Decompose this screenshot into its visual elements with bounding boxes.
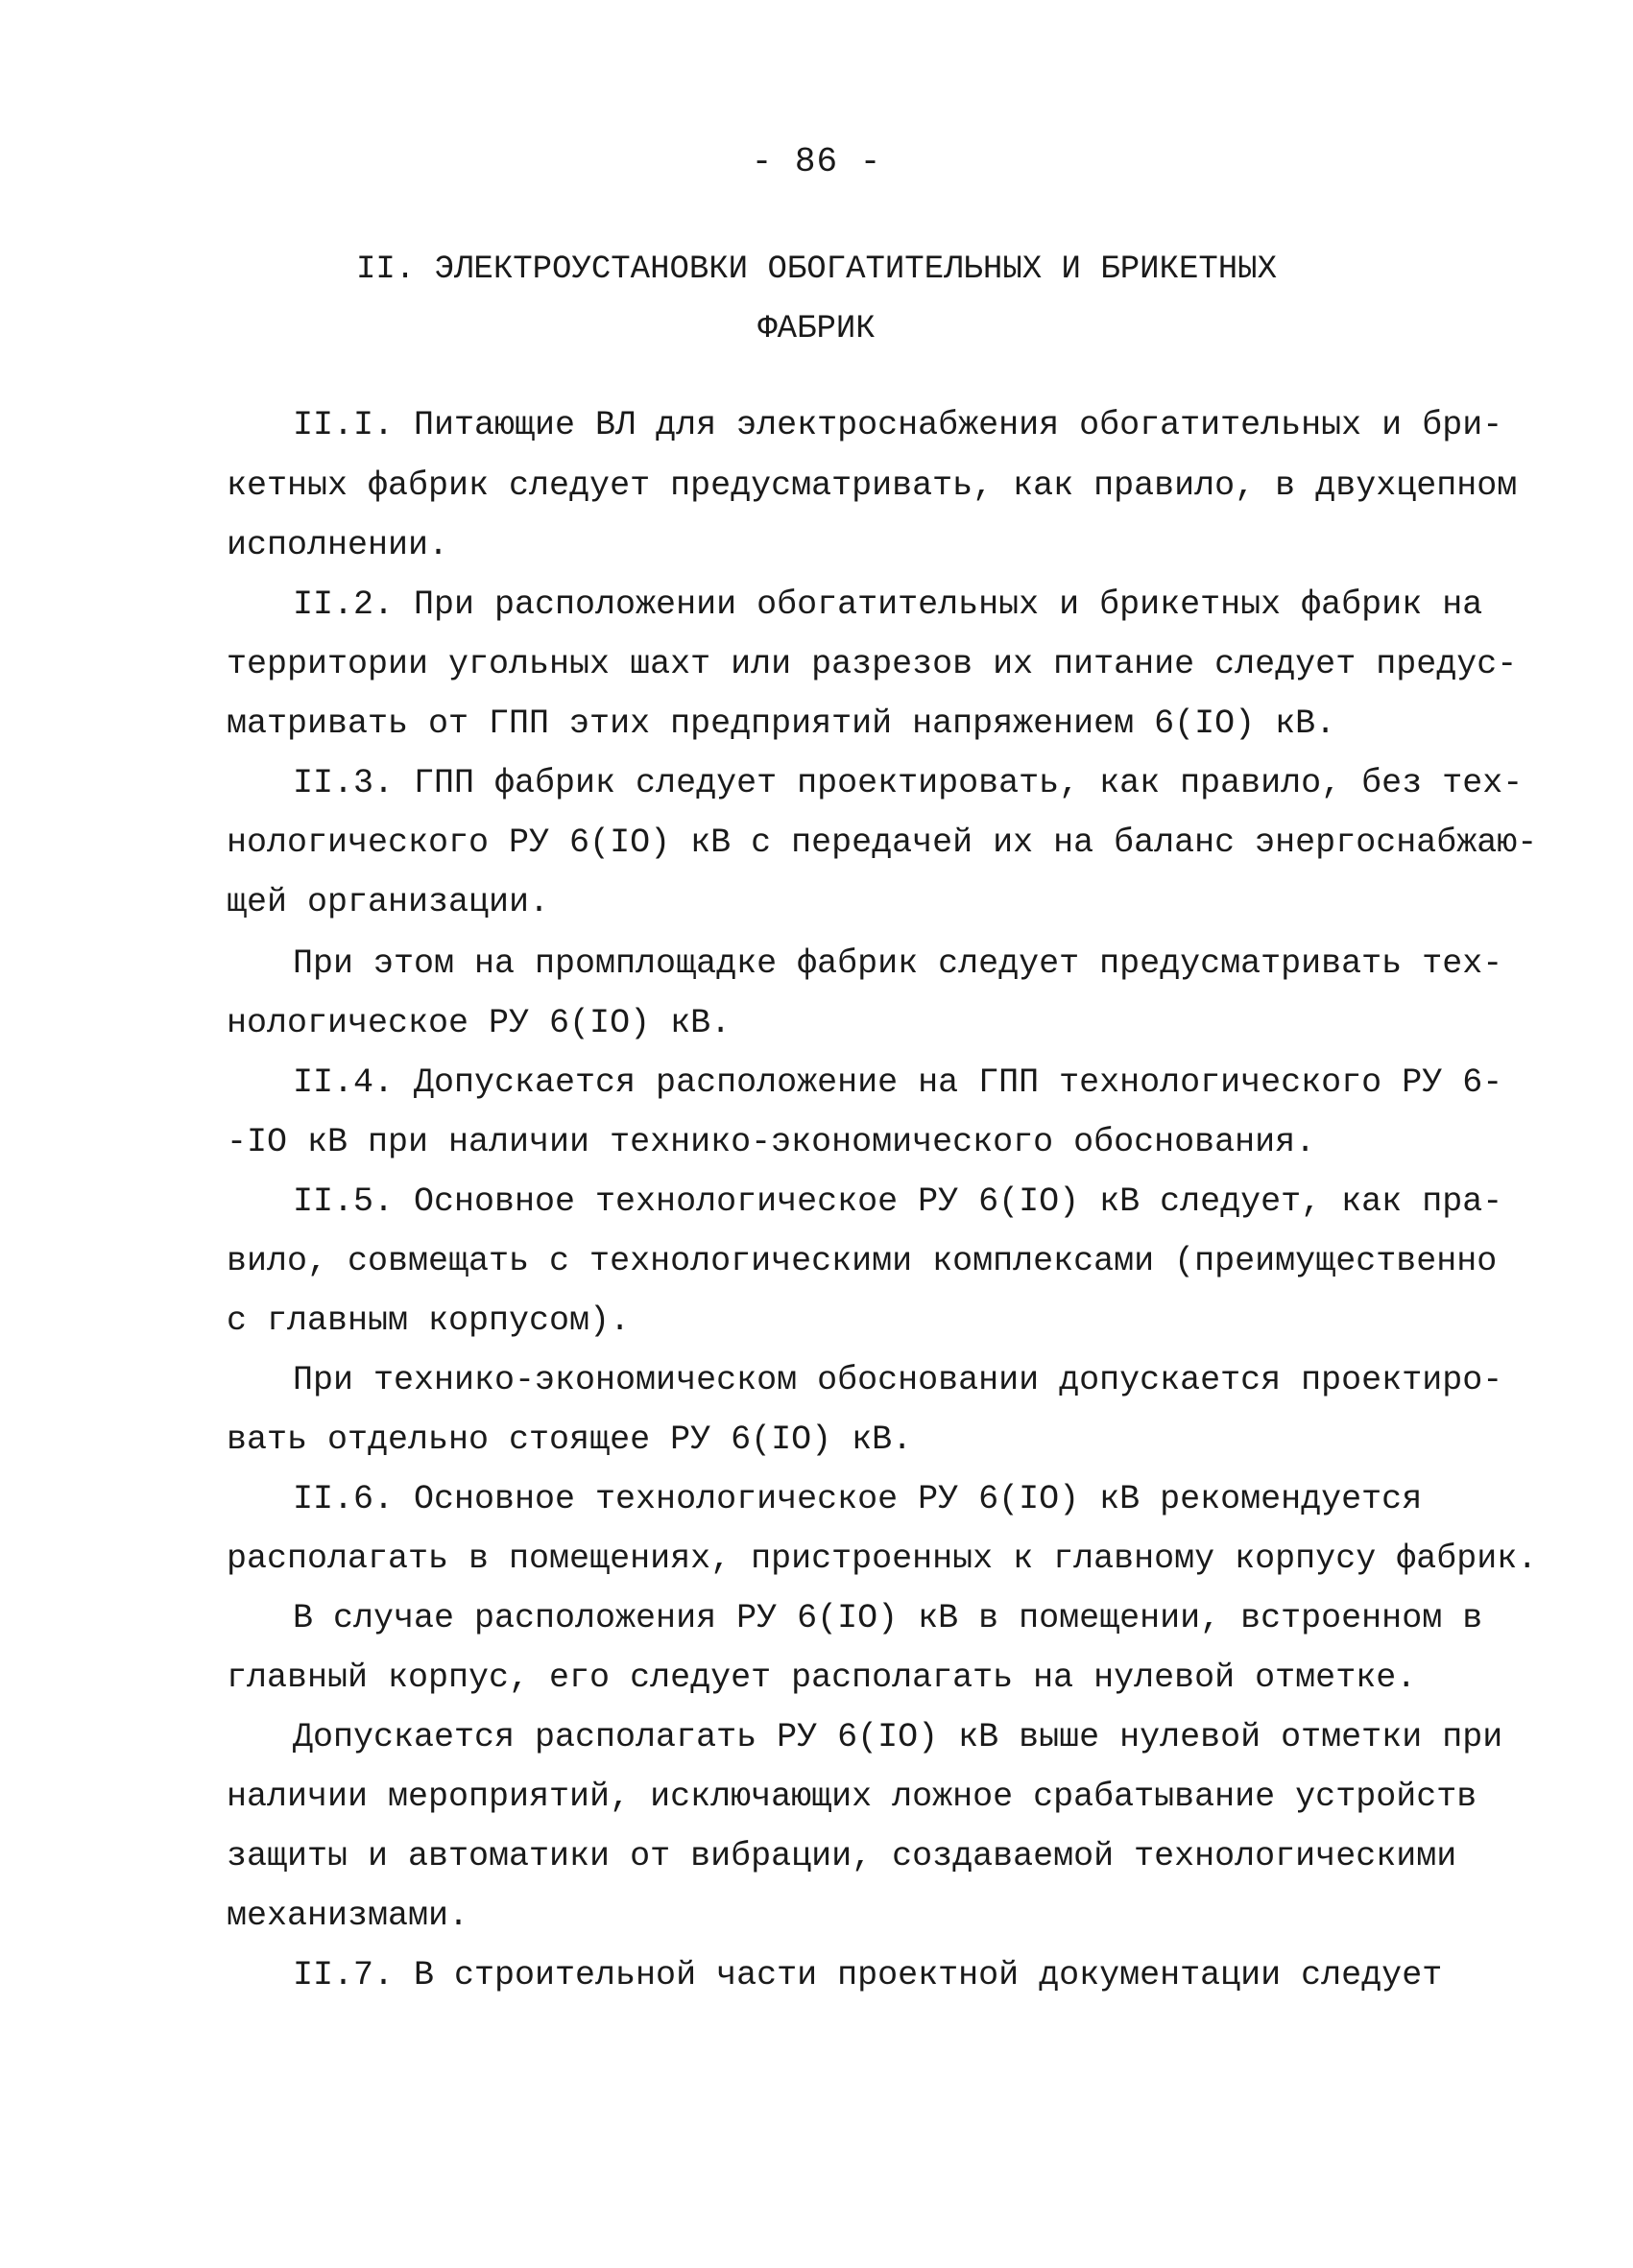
text-line: защиты и автоматики от вибрации, создаваемой технологическими: [227, 1837, 1457, 1875]
text-line: главный корпус, его следует располагать на нулевой отметке.: [227, 1659, 1417, 1697]
text-line: кетных фабрик следует предусматривать, как правило, в двухцепном: [227, 466, 1518, 505]
text-line: II.5. Основное технологическое РУ 6(IO) кВ следует, как пра-: [293, 1182, 1503, 1221]
text-line: матривать от ГПП этих предприятий напряжением 6(IO) кВ.: [227, 704, 1336, 743]
text-line: II.7. В строительной части проектной документации следует: [293, 1956, 1443, 1994]
text-line: II.2. При расположении обогатительных и брикетных фабрик на: [293, 585, 1483, 624]
text-line: При технико-экономическом обосновании допускается проектиро-: [293, 1361, 1503, 1399]
text-line: нологического РУ 6(IO) кВ с передачей их на баланс энергоснабжаю-: [227, 824, 1538, 862]
text-line: II.I. Питающие ВЛ для электроснабжения обогатительных и бри-: [293, 406, 1503, 444]
section-heading-line-1: II. ЭЛЕКТРОУСТАНОВКИ ОБОГАТИТЕЛЬНЫХ И БРИКЕТНЫХ: [356, 251, 1277, 288]
text-line: наличии мероприятий, исключающих ложное срабатывание устройств: [227, 1778, 1477, 1816]
page-number: - 86 -: [751, 142, 882, 181]
text-line: II.3. ГПП фабрик следует проектировать, как правило, без тех-: [293, 764, 1524, 802]
text-line: При этом на промплощадке фабрик следует предусматривать тех-: [293, 944, 1503, 983]
text-line: располагать в помещениях, пристроенных к главному корпусу фабрик.: [227, 1540, 1538, 1578]
text-line: II.4. Допускается расположение на ГПП технологического РУ 6-: [293, 1063, 1503, 1102]
text-line: с главным корпусом).: [227, 1301, 631, 1340]
text-line: щей организации.: [227, 883, 550, 921]
text-line: Допускается располагать РУ 6(IO) кВ выше нулевой отметки при: [293, 1718, 1503, 1756]
text-line: -IO кВ при наличии технико-экономического обоснования.: [227, 1123, 1316, 1161]
text-line: исполнении.: [227, 526, 449, 564]
text-line: нологическое РУ 6(IO) кВ.: [227, 1004, 732, 1042]
text-line: В случае расположения РУ 6(IO) кВ в помещении, встроенном в: [293, 1599, 1483, 1637]
text-line: территории угольных шахт или разрезов их питание следует предус-: [227, 645, 1518, 683]
text-line: II.6. Основное технологическое РУ 6(IO) кВ рекомендуется: [293, 1480, 1423, 1518]
text-line: вило, совмещать с технологическими комплексами (преимущественно: [227, 1242, 1498, 1280]
text-line: вать отдельно стоящее РУ 6(IO) кВ.: [227, 1420, 913, 1459]
text-line: механизмами.: [227, 1897, 469, 1935]
section-heading-line-2: ФАБРИК: [757, 311, 876, 347]
